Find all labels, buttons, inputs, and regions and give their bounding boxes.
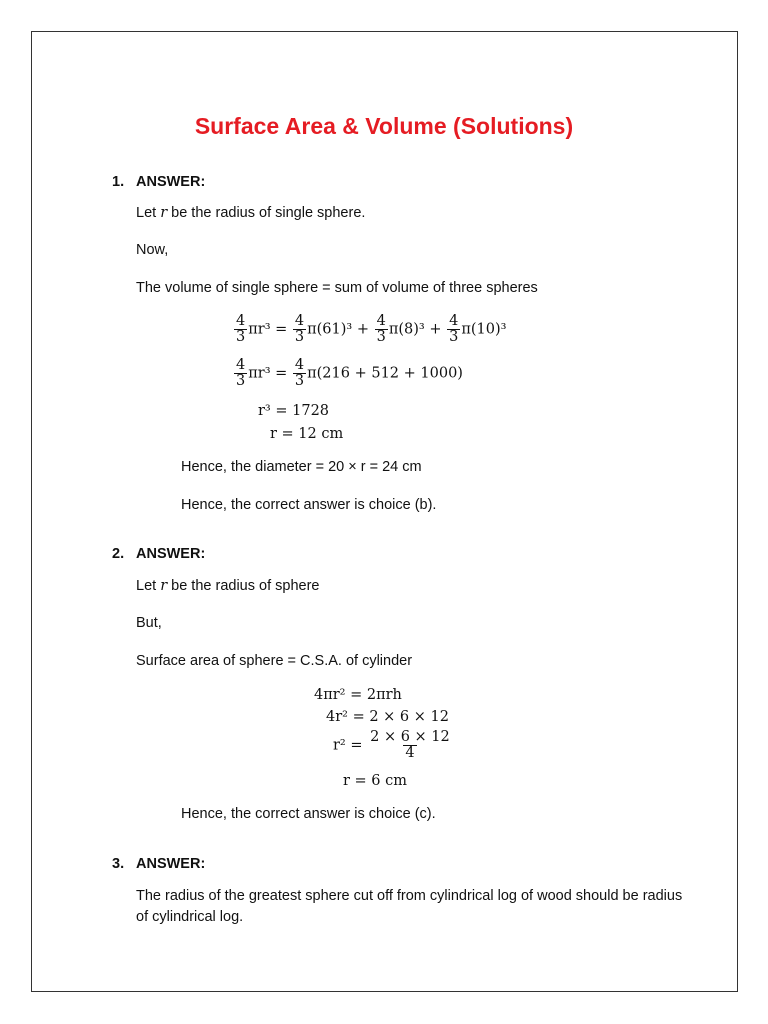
page-title: Surface Area & Volume (Solutions) (194, 113, 574, 139)
eq-term: π(216 + 512 + 1000) (307, 365, 463, 382)
q2-line1 (136, 578, 319, 594)
q2-heading-label: ANSWER: (136, 546, 206, 562)
q3-text: The radius of the greatest sphere cut off from cylindrical log of wood should be radius of cylindrical log. (136, 888, 683, 925)
eq-lhs: πr³ = (248, 365, 292, 382)
q1-conclusion: Hence, the correct answer is choice (b). (181, 497, 437, 513)
q3-heading (112, 856, 205, 872)
frac-num: 4 (294, 357, 305, 373)
frac-num: 4 (236, 313, 246, 329)
frac-den: 4 (405, 745, 415, 762)
eq-lhs: πr³ = (248, 321, 292, 338)
q1-line1-var: r (160, 205, 168, 221)
fraction (375, 314, 388, 345)
fraction (234, 358, 247, 389)
q2-eq3 (333, 730, 453, 761)
fraction (293, 358, 306, 389)
fraction (368, 730, 452, 761)
q1-line2: Now, (136, 242, 169, 258)
q2-line1-post: be the radius of sphere (167, 578, 320, 594)
q1-number: 1. (112, 174, 125, 190)
q2-line3: Surface area of sphere = C.S.A. of cylinder (136, 653, 413, 669)
q2-line1-pre: Let (136, 578, 161, 594)
eq-term: π(10)³ (461, 321, 507, 338)
q2-eq2: 4r² = 2 × 6 × 12 (326, 709, 449, 725)
q1-line1-pre: Let (136, 205, 161, 221)
fraction (293, 314, 306, 345)
eq-term: π(61)³ + (307, 321, 374, 338)
q2-number: 2. (112, 546, 125, 562)
q1-diameter: Hence, the diameter = 20 × r = 24 cm (181, 459, 422, 475)
q1-eq1 (233, 314, 506, 345)
q3-heading-label: ANSWER: (136, 856, 206, 872)
q2-line1-var: r (160, 578, 168, 594)
frac-den: 3 (376, 329, 386, 346)
fraction (234, 314, 247, 345)
q2-heading (112, 546, 205, 562)
q1-heading-label: ANSWER: (136, 174, 206, 190)
eq-lhs: r² = (333, 737, 368, 754)
q1-heading (112, 174, 205, 190)
frac-den: 3 (294, 373, 305, 390)
frac-den: 3 (236, 329, 246, 346)
q2-eq1: 4πr² = 2πrh (314, 687, 402, 703)
q1-eq3: r³ = 1728 (258, 403, 330, 419)
frac-num: 4 (236, 357, 246, 373)
q1-line1 (136, 205, 365, 221)
q1-eq2 (233, 358, 463, 389)
frac-num: 4 (449, 313, 459, 329)
frac-den: 3 (294, 329, 305, 346)
frac-den: 3 (449, 329, 459, 346)
q3-number: 3. (112, 856, 125, 872)
frac-den: 3 (236, 373, 246, 390)
frac-num: 4 (376, 313, 386, 329)
eq-term: π(8)³ + (388, 321, 447, 338)
frac-num: 4 (294, 313, 305, 329)
q2-conclusion: Hence, the correct answer is choice (c). (181, 806, 436, 822)
q1-line1-post: be the radius of single sphere. (167, 205, 366, 221)
q2-eq4: r = 6 cm (343, 773, 408, 789)
q1-eq4: r = 12 cm (270, 426, 344, 442)
frac-num: 2 × 6 × 12 (370, 729, 450, 745)
fraction (447, 314, 460, 345)
q2-line2: But, (136, 615, 162, 631)
q1-line3: The volume of single sphere = sum of volume of three spheres (136, 280, 538, 296)
